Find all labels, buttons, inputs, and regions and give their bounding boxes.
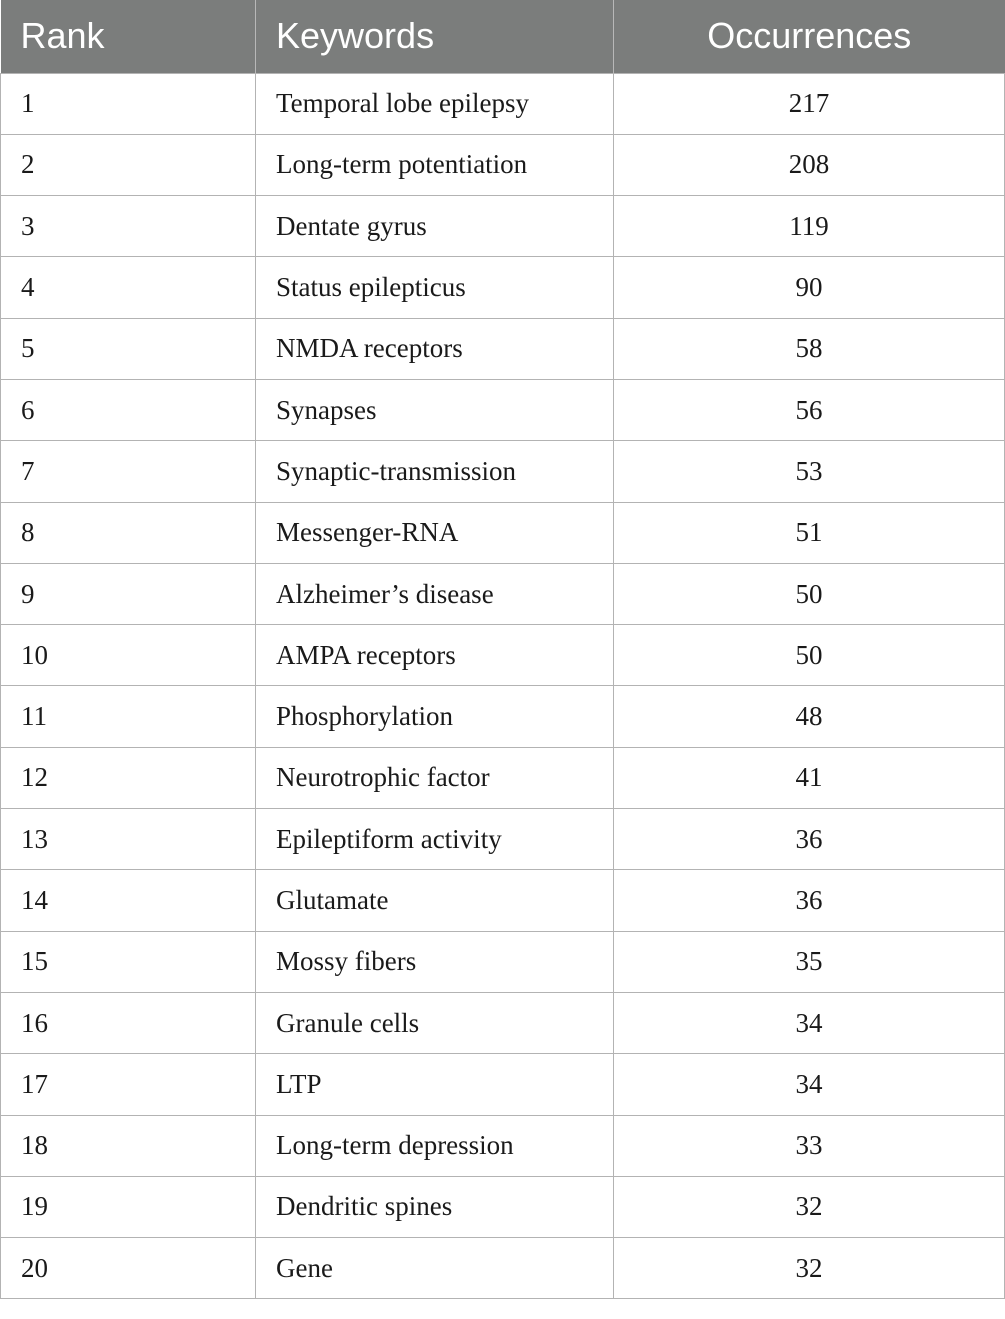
- keyword-cell: Messenger-RNA: [256, 502, 614, 563]
- occurrences-cell: 217: [614, 73, 1005, 134]
- keyword-cell: Dentate gyrus: [256, 196, 614, 257]
- header-rank: Rank: [1, 0, 256, 73]
- rank-cell: 9: [1, 563, 256, 624]
- keyword-cell: Dendritic spines: [256, 1176, 614, 1237]
- keyword-cell: Long-term potentiation: [256, 134, 614, 195]
- table-row: [1, 809, 1005, 870]
- keyword-cell: Synapses: [256, 379, 614, 440]
- table-row: [1, 318, 1005, 379]
- rank-cell: 16: [1, 992, 256, 1053]
- table-row: [1, 196, 1005, 257]
- occurrences-cell: 34: [614, 992, 1005, 1053]
- rank-cell: 18: [1, 1115, 256, 1176]
- table-row: [1, 73, 1005, 134]
- occurrences-cell: 90: [614, 257, 1005, 318]
- keyword-cell: AMPA receptors: [256, 625, 614, 686]
- header-row: [1, 0, 1005, 73]
- table-row: [1, 686, 1005, 747]
- occurrences-cell: 56: [614, 379, 1005, 440]
- table-row: [1, 134, 1005, 195]
- keyword-cell: Synaptic-transmission: [256, 441, 614, 502]
- table-row: [1, 992, 1005, 1053]
- occurrences-cell: 33: [614, 1115, 1005, 1176]
- keyword-cell: LTP: [256, 1054, 614, 1115]
- table-row: [1, 1054, 1005, 1115]
- keyword-cell: Neurotrophic factor: [256, 747, 614, 808]
- rank-cell: 12: [1, 747, 256, 808]
- occurrences-cell: 53: [614, 441, 1005, 502]
- rank-cell: 2: [1, 134, 256, 195]
- rank-cell: 14: [1, 870, 256, 931]
- rank-cell: 10: [1, 625, 256, 686]
- header-keywords: Keywords: [256, 0, 614, 73]
- rank-cell: 15: [1, 931, 256, 992]
- table-row: [1, 1238, 1005, 1299]
- table-body: [1, 73, 1005, 1299]
- keyword-cell: Granule cells: [256, 992, 614, 1053]
- keyword-cell: Temporal lobe epilepsy: [256, 73, 614, 134]
- keyword-cell: Gene: [256, 1238, 614, 1299]
- table-row: [1, 870, 1005, 931]
- table-row: [1, 747, 1005, 808]
- occurrences-cell: 48: [614, 686, 1005, 747]
- table-row: [1, 563, 1005, 624]
- rank-cell: 17: [1, 1054, 256, 1115]
- occurrences-cell: 119: [614, 196, 1005, 257]
- occurrences-cell: 32: [614, 1176, 1005, 1237]
- rank-cell: 11: [1, 686, 256, 747]
- keyword-cell: Long-term depression: [256, 1115, 614, 1176]
- occurrences-cell: 34: [614, 1054, 1005, 1115]
- occurrences-cell: 41: [614, 747, 1005, 808]
- table-row: [1, 625, 1005, 686]
- table-row: [1, 257, 1005, 318]
- keyword-cell: Mossy fibers: [256, 931, 614, 992]
- table-header: [1, 0, 1005, 73]
- occurrences-cell: 51: [614, 502, 1005, 563]
- table-row: [1, 1176, 1005, 1237]
- occurrences-cell: 50: [614, 563, 1005, 624]
- keyword-cell: Glutamate: [256, 870, 614, 931]
- table-row: [1, 502, 1005, 563]
- rank-cell: 5: [1, 318, 256, 379]
- keyword-cell: Alzheimer’s disease: [256, 563, 614, 624]
- rank-cell: 3: [1, 196, 256, 257]
- rank-cell: 7: [1, 441, 256, 502]
- keyword-cell: Epileptiform activity: [256, 809, 614, 870]
- keyword-cell: Status epilepticus: [256, 257, 614, 318]
- table-row: [1, 379, 1005, 440]
- occurrences-cell: 32: [614, 1238, 1005, 1299]
- table-row: [1, 1115, 1005, 1176]
- table-row: [1, 441, 1005, 502]
- occurrences-cell: 35: [614, 931, 1005, 992]
- occurrences-cell: 58: [614, 318, 1005, 379]
- keyword-cell: NMDA receptors: [256, 318, 614, 379]
- rank-cell: 6: [1, 379, 256, 440]
- rank-cell: 1: [1, 73, 256, 134]
- rank-cell: 4: [1, 257, 256, 318]
- occurrences-cell: 208: [614, 134, 1005, 195]
- table-row: [1, 931, 1005, 992]
- rank-cell: 19: [1, 1176, 256, 1237]
- rank-cell: 13: [1, 809, 256, 870]
- header-occurrences: Occurrences: [614, 0, 1005, 73]
- rank-cell: 20: [1, 1238, 256, 1299]
- rank-cell: 8: [1, 502, 256, 563]
- occurrences-cell: 36: [614, 870, 1005, 931]
- occurrences-cell: 50: [614, 625, 1005, 686]
- keyword-cell: Phosphorylation: [256, 686, 614, 747]
- occurrences-cell: 36: [614, 809, 1005, 870]
